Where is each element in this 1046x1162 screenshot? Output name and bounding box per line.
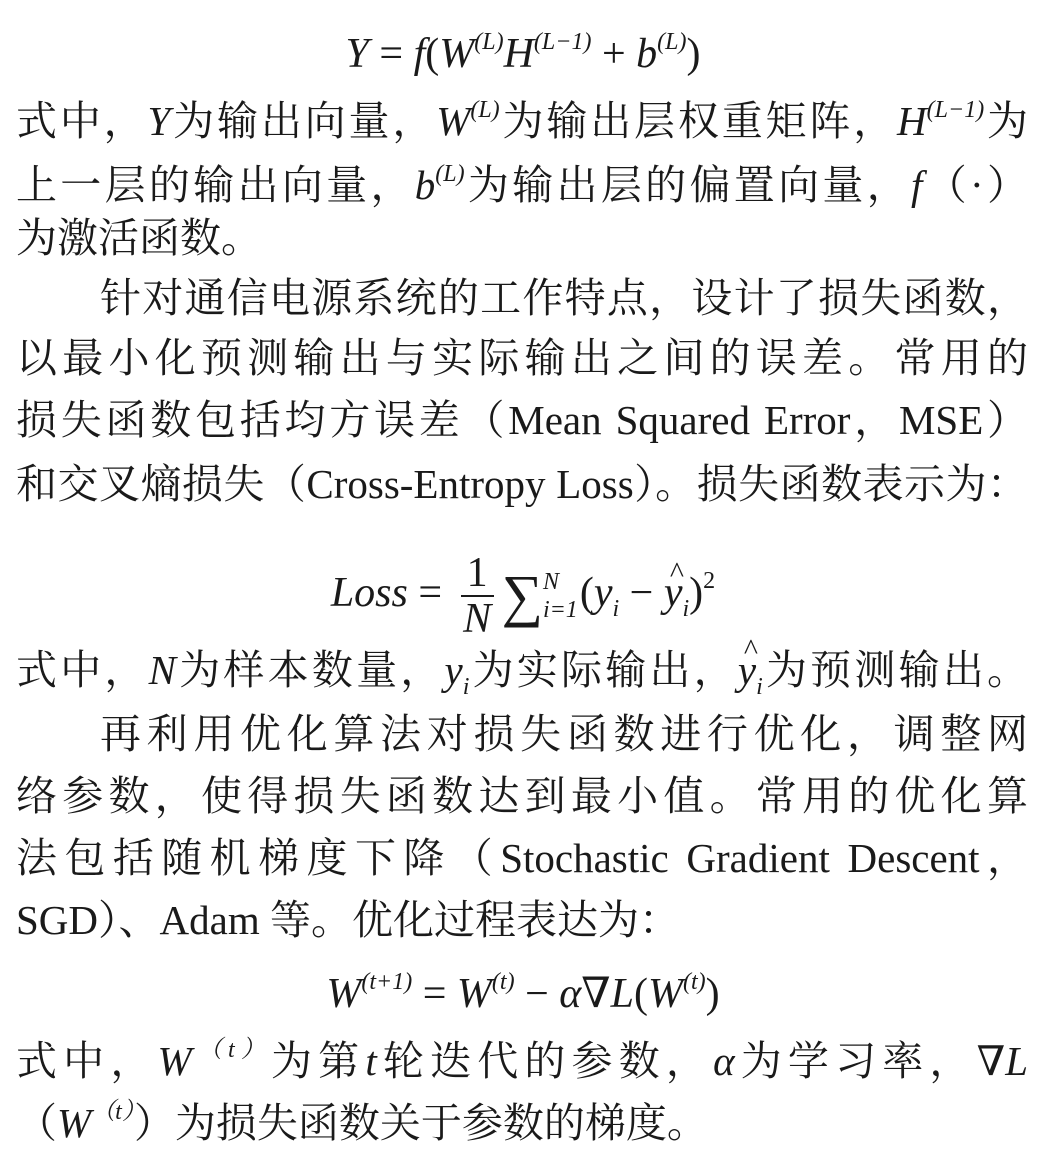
p5-l1-t3: 轮迭代的参数， [376, 1038, 714, 1084]
p2-line3: 损失函数包括均方误差（Mean Squared Error，MSE） [16, 397, 1028, 443]
eq2-yhat-sub: i [682, 596, 690, 622]
eq1-b: b [636, 31, 658, 77]
eq2-minus: − [619, 570, 664, 616]
p1-l1-w-sup: (L) [470, 97, 500, 123]
eq2-close: ) [689, 570, 704, 616]
p5-l1-nabla: ∇ [976, 1038, 1006, 1084]
eq2-equals: = [407, 570, 453, 616]
eq2-y: y [593, 570, 613, 616]
eq3-minus: − [514, 971, 560, 1017]
p5-l2-close: ） [133, 1100, 175, 1146]
p5-l1-w: W [157, 1038, 192, 1084]
p1-l1-t4: 为 [984, 98, 1029, 144]
p5-l2-t1: 为损失函数关于参数的梯度。 [174, 1100, 708, 1146]
p3-t4: 为预测输出。 [762, 647, 1029, 693]
eq2-denominator: N [463, 596, 492, 643]
p1-l2-b-sup: (L) [435, 161, 465, 187]
eq2-sum-symbol: ∑ [501, 563, 543, 629]
eq1-close: ) [686, 31, 701, 77]
eq1-f: f [413, 31, 426, 77]
p5-l2-w-sup: （t） [91, 1099, 134, 1125]
eq2-open: ( [579, 570, 594, 616]
p5-line1 [16, 1018, 1028, 1082]
eq2-numerator: 1 [461, 551, 494, 597]
p1-l1-w: W [436, 98, 471, 144]
p5-l1-l: L [1005, 1038, 1029, 1084]
p2-line2: 以最小化预测输出与实际输出之间的误差。常用的 [16, 335, 1028, 381]
p3-line1 [16, 638, 1028, 702]
p3-yhat: ^ y [738, 638, 756, 702]
p5-l2-w: W [57, 1100, 92, 1146]
eq1-w: W [439, 31, 475, 77]
eq3-w3: W [647, 971, 683, 1017]
p5-l1-t1: 式中， [16, 1038, 158, 1084]
eq2-upper-limit: N [542, 569, 559, 596]
eq2-sum-limits [543, 568, 578, 624]
eq2-yhat: ^ y [664, 538, 683, 648]
p5-l1-w-sup: （t） [191, 1037, 271, 1063]
p3-t3: 为实际输出， [469, 647, 738, 693]
equation-gradient-update [0, 950, 1046, 1026]
p4-line3: 法包括随机梯度下降（Stochastic Gradient Descent， [16, 835, 1028, 881]
p4-line2: 络参数，使得损失函数达到最小值。常用的优化算 [16, 773, 1028, 819]
p1-line2 [16, 142, 1028, 206]
equation-output-layer [0, 10, 1046, 86]
eq2-power: 2 [703, 568, 716, 594]
eq1-open: ( [425, 31, 440, 77]
eq3-open: ( [633, 971, 648, 1017]
eq2-lhs: Loss [330, 570, 408, 616]
eq1-h-sup: (L−1) [533, 29, 592, 55]
p3-n: N [148, 647, 176, 693]
eq3-sup-t: (t) [491, 969, 515, 995]
eq3-w: W [326, 971, 362, 1017]
p4-line1: 再利用优化算法对损失函数进行优化，调整网 [100, 711, 1028, 757]
p1-l1-t1: 式中， [16, 98, 148, 144]
eq1-plus: + [591, 31, 637, 77]
p1-line1 [16, 78, 1028, 142]
eq3-equals: = [412, 971, 457, 1017]
p1-l1-h-sup: (L−1) [926, 97, 985, 123]
equation-loss [0, 526, 1046, 643]
eq1-lhs: Y [345, 31, 369, 77]
p1-l2-b: b [414, 162, 436, 208]
p5-line2 [16, 1080, 1028, 1144]
eq2-y-sub: i [612, 596, 620, 622]
p1-l2-t2: 为输出层的偏置向量， [464, 162, 912, 208]
p1-l1-t3: 为输出层权重矩阵， [499, 98, 898, 144]
eq3-w2: W [456, 971, 492, 1017]
eq3-sup-next: (t+1) [361, 969, 413, 995]
eq1-h: H [503, 31, 534, 77]
p5-l1-t2: 为第 [270, 1038, 366, 1084]
p1-l1-y: Y [147, 98, 171, 144]
p5-l2-open: （ [16, 1100, 57, 1146]
eq1-w-sup: (L) [474, 29, 504, 55]
eq2-lower-limit: i=1 [542, 597, 578, 624]
p2-line1: 针对通信电源系统的工作特点，设计了损失函数， [100, 275, 1028, 321]
p5-l1-alpha: α [713, 1038, 735, 1084]
p5-l1-t4: 为学习率， [734, 1038, 977, 1084]
p3-t2: 为样本数量， [176, 647, 445, 693]
p5-l1-t: t [365, 1038, 377, 1084]
p1-l1-h: H [897, 98, 927, 144]
p1-l2-t1: 上一层的输出向量， [16, 162, 415, 208]
eq3-alpha: α [559, 971, 582, 1017]
p1-line3: 为激活函数。 [16, 215, 262, 261]
p1-l1-t2: 为输出向量， [170, 98, 437, 144]
p4-line4: SGD）、Adam 等。优化过程表达为： [16, 897, 680, 943]
p2-line4: 和交叉熵损失（Cross-Entropy Loss）。损失函数表示为： [16, 461, 1028, 507]
p3-y-sub: i [462, 674, 470, 700]
p3-y: y [444, 647, 463, 693]
eq2-fraction [461, 551, 494, 641]
eq3-sup-t2: (t) [682, 969, 706, 995]
eq3-nabla: ∇ [581, 971, 611, 1017]
eq3-l: L [610, 971, 634, 1017]
p1-l2-t3: （·） [922, 162, 1029, 208]
eq1-equals: = [368, 31, 414, 77]
p1-l2-f: f [911, 162, 923, 208]
eq3-close: ) [705, 971, 720, 1017]
eq1-b-sup: (L) [657, 29, 687, 55]
p3-t1: 式中， [16, 647, 149, 693]
p3-yhat-sub: i [756, 674, 763, 700]
